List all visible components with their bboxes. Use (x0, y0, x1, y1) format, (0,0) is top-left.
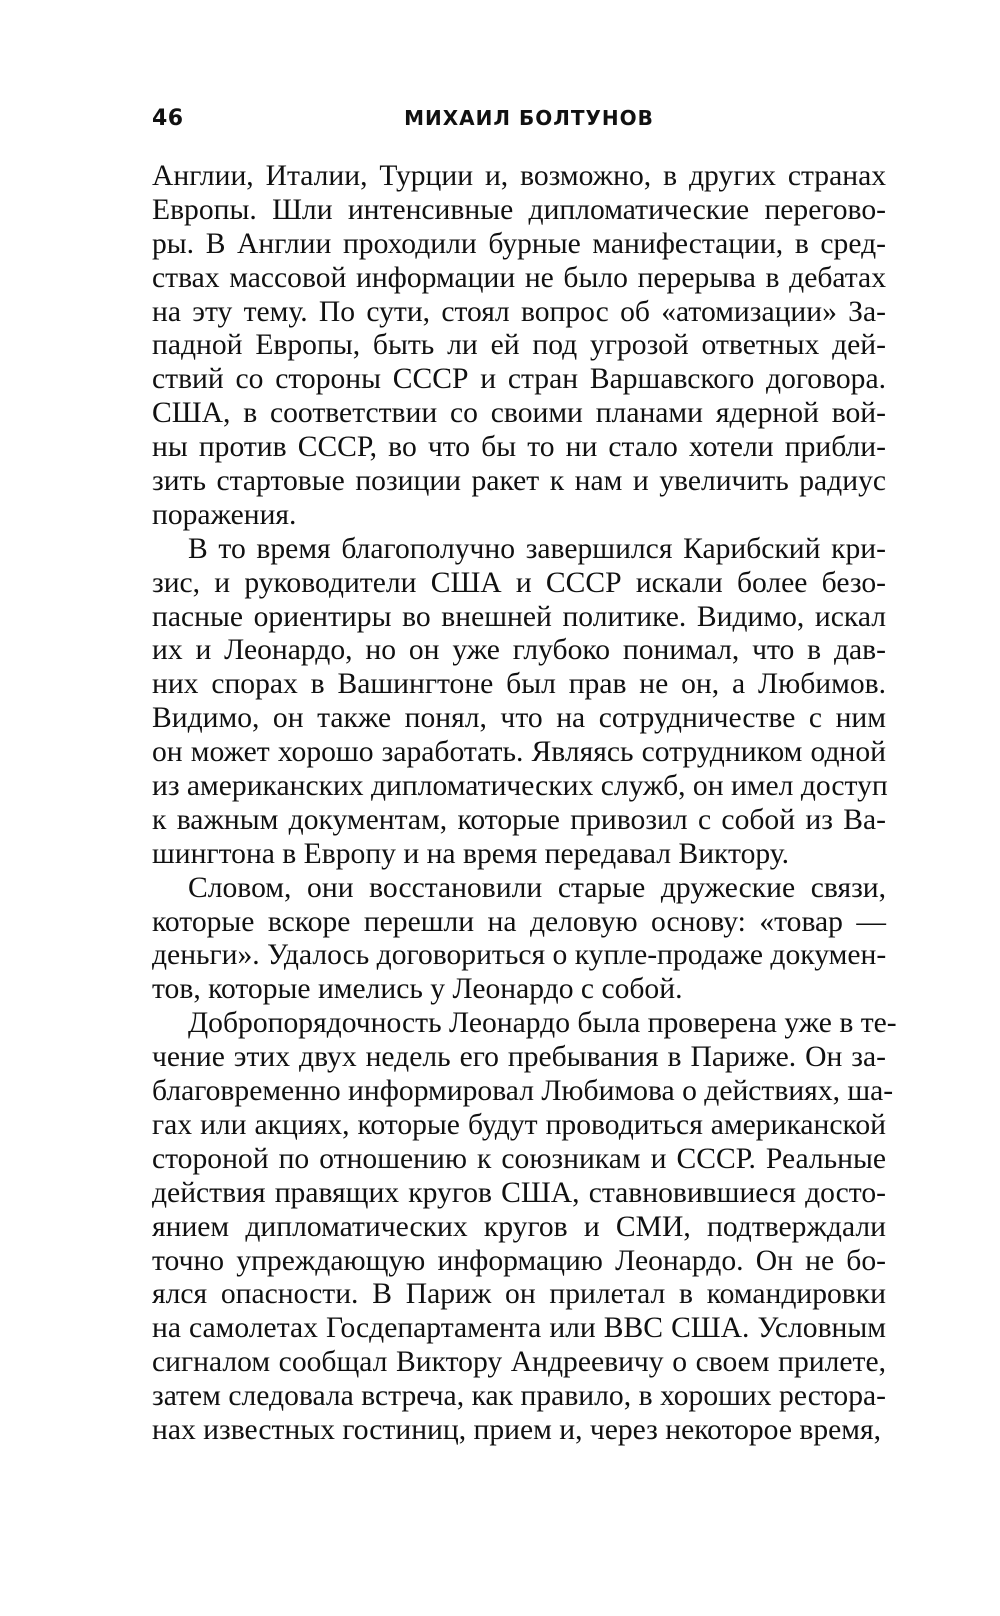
page-number: 46 (152, 106, 184, 131)
text-line: падной Европы, быть ли ей под угрозой ответных дей- (152, 329, 886, 362)
paragraph (152, 1007, 897, 1448)
paragraph (152, 533, 886, 872)
text-line: поражения. (152, 498, 297, 531)
text-line: которые вскоре перешли на деловую основу: «товар — (152, 905, 886, 938)
text-line: ны против СССР, во что бы то ни стало хотели прибли- (152, 431, 886, 464)
text-line: из американских дипломатических служб, он имел доступ (152, 770, 888, 803)
text-line: он может хорошо заработать. Являясь сотрудником одной (152, 736, 886, 769)
text-line: Европы. Шли интенсивные дипломатические перегово- (152, 193, 886, 226)
text-line: США, в соответствии со своими планами ядерной вой- (152, 397, 886, 430)
running-title: МИХАИЛ БОЛТУНОВ (404, 106, 654, 130)
text-line: ствах массовой информации не было перерыва в дебатах (152, 261, 886, 294)
text-line: гах или акциях, которые будут проводиться американской (152, 1108, 886, 1141)
text-line: Добропорядочность Леонардо была проверена уже в те- (188, 1007, 897, 1040)
text-line: к важным документам, которые привозил с собой из Ва- (152, 803, 886, 836)
text-line: Видимо, он также понял, что на сотрудничестве с ним (152, 702, 886, 735)
text-line: стороной по отношению к союзникам и СССР. Реальные (152, 1142, 886, 1175)
text-line: шингтона в Европу и на время передавал Виктору. (152, 837, 790, 870)
text-line: них спорах в Вашингтоне был прав не он, а Любимов. (152, 668, 886, 701)
text-line: точно упреждающую информацию Леонардо. Он не бо- (152, 1244, 886, 1277)
text-line: ствий со стороны СССР и стран Варшавского договора. (152, 363, 886, 396)
text-line: благовременно информировал Любимова о действиях, ша- (152, 1075, 894, 1108)
text-line: зис, и руководители США и СССР искали более безо- (152, 566, 886, 599)
text-line: на самолетах Госдепартамента или ВВС США. Условным (152, 1312, 886, 1345)
text-line: ялся опасности. В Париж он прилетал в командировки (152, 1278, 886, 1311)
running-head (152, 106, 886, 136)
text-line: нах известных гостиниц, прием и, через некоторое время, (152, 1413, 881, 1446)
text-line: зить стартовые позиции ракет к нам и увеличить радиус (152, 465, 886, 498)
text-line: затем следовала встреча, как правило, в хороших рестора- (152, 1380, 886, 1413)
text-line: на эту тему. По сути, стоял вопрос об «атомизации» За- (152, 295, 886, 328)
text-line: действия правящих кругов США, ставновившиеся досто- (152, 1176, 886, 1209)
paragraph (152, 872, 886, 1008)
text-line: чение этих двух недель его пребывания в Париже. Он за- (152, 1041, 886, 1074)
text-line: пасные ориентиры во внешней политике. Видимо, искал (152, 600, 886, 633)
text-line: Словом, они восстановили старые дружеские связи, (188, 871, 886, 904)
text-line: В то время благополучно завершился Карибский кри- (188, 532, 886, 565)
text-line: деньги». Удалось договориться о купле-продаже докумен- (152, 939, 887, 972)
text-line: тов, которые имелись у Леонардо с собой. (152, 973, 683, 1006)
text-line: ры. В Англии проходили бурные манифестации, в сред- (152, 227, 886, 260)
body-text (152, 160, 897, 1448)
text-line: Англии, Италии, Турции и, возможно, в других странах (152, 160, 886, 192)
paragraph (152, 160, 886, 533)
text-line: их и Леонардо, но он уже глубоко понимал, что в дав- (152, 634, 886, 667)
text-line: янием дипломатических кругов и СМИ, подтверждали (152, 1210, 886, 1243)
text-line: сигналом сообщал Виктору Андреевичу о своем прилете, (152, 1346, 886, 1379)
